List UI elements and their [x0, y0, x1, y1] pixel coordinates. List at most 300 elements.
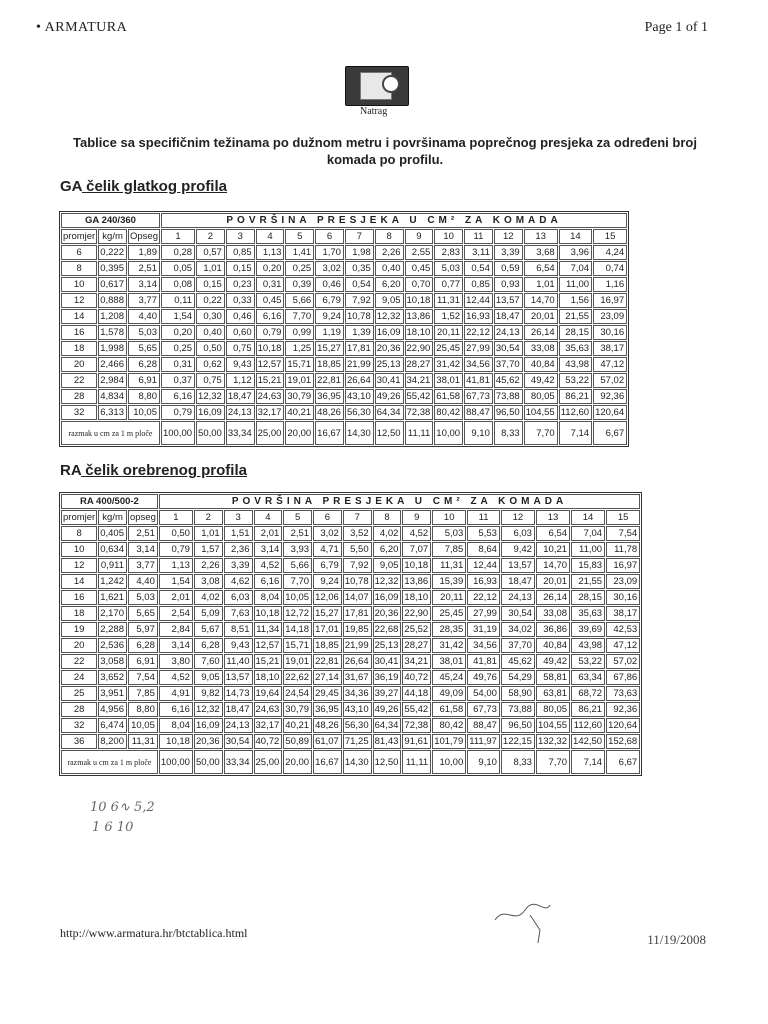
table-cell: 10,18 — [159, 734, 193, 749]
table-cell: 0,79 — [161, 405, 195, 420]
table-cell: 19 — [61, 622, 97, 637]
table-cell: 30,41 — [373, 654, 402, 669]
column-header: 11 — [464, 229, 493, 244]
table-cell: 7,92 — [345, 293, 374, 308]
table-cell: 15,27 — [315, 341, 344, 356]
table-cell: 10,21 — [536, 542, 570, 557]
table-cell: 18,85 — [315, 357, 344, 372]
table-cell: 0,70 — [405, 277, 434, 292]
column-header: 14 — [559, 229, 592, 244]
table-cell: 72,38 — [402, 718, 431, 733]
ra-steel-table — [59, 492, 642, 776]
table-cell: 3,058 — [98, 654, 127, 669]
column-header: 8 — [375, 229, 404, 244]
table-cell: 33,08 — [524, 341, 558, 356]
column-header: 14 — [571, 510, 605, 525]
table-cell: 4,62 — [224, 574, 253, 589]
table-cell: 2,536 — [98, 638, 127, 653]
table-cell: 11,78 — [606, 542, 640, 557]
table-cell: 8,64 — [467, 542, 500, 557]
column-header: Opseg — [129, 231, 158, 242]
table-cell: 61,58 — [434, 389, 463, 404]
table-cell: 24,63 — [256, 389, 285, 404]
table-row — [61, 277, 627, 292]
table-row — [61, 357, 627, 372]
table-cell: 14 — [61, 309, 97, 324]
table-cell: 18 — [61, 606, 97, 621]
table-cell: 7,70 — [283, 574, 312, 589]
table-cell: 28,15 — [559, 325, 592, 340]
table-cell: 20,11 — [434, 325, 463, 340]
table-cell: 49,26 — [373, 702, 402, 717]
table-cell: 10,05 — [128, 718, 158, 733]
table-cell: 34,02 — [501, 622, 535, 637]
table-cell: 92,36 — [606, 702, 640, 717]
table-cell: 6,03 — [224, 590, 253, 605]
table-cell: 7,07 — [402, 542, 431, 557]
table-cell: 12,32 — [194, 702, 223, 717]
table-cell: 14 — [61, 574, 97, 589]
table-cell: 21,55 — [559, 309, 592, 324]
table-cell: 31,67 — [343, 670, 372, 685]
table-cell: 6,16 — [254, 574, 283, 589]
table-cell: 112,60 — [571, 718, 605, 733]
table-row — [61, 718, 640, 733]
table-cell: 22,68 — [373, 622, 402, 637]
footer-cell: 12,50 — [373, 750, 402, 774]
footer-cell: 33,34 — [224, 750, 253, 774]
table-cell: 73,88 — [501, 702, 535, 717]
table-cell: 24,13 — [224, 718, 253, 733]
table-cell: 10,05 — [128, 405, 160, 420]
table-cell: 0,59 — [494, 261, 523, 276]
table-cell: 49,76 — [467, 670, 500, 685]
table-cell: 34,21 — [402, 654, 431, 669]
table-cell: 6 — [61, 245, 97, 260]
table-footer-row — [61, 421, 627, 445]
table-cell: 17,81 — [343, 606, 372, 621]
table-cell: 18,10 — [405, 325, 434, 340]
table-cell: 0,50 — [159, 526, 193, 541]
column-header: promjer — [63, 231, 96, 242]
table-cell: 0,39 — [285, 277, 314, 292]
table-cell: 0,20 — [256, 261, 285, 276]
footer-cell: 20,00 — [283, 750, 312, 774]
table-cell: 49,26 — [375, 389, 404, 404]
table-cell: 22,12 — [464, 325, 493, 340]
table-cell: 40,21 — [285, 405, 314, 420]
column-header: 13 — [524, 229, 558, 244]
table-cell: 11,34 — [254, 622, 283, 637]
table-cell: 0,79 — [159, 542, 193, 557]
table-cell: 39,69 — [571, 622, 605, 637]
intro-text: Tablice sa specifičnim težinama po dužnom metru i površinama poprečnog presjeka za određeni broj komada po profilu. — [73, 135, 697, 167]
table-row — [61, 261, 627, 276]
table-cell: 3,951 — [98, 686, 127, 701]
table-cell: 1,89 — [128, 245, 160, 260]
table-cell: 16,09 — [375, 325, 404, 340]
table-cell: 22,12 — [467, 590, 500, 605]
column-header: 8 — [373, 510, 402, 525]
table-cell: 20 — [61, 638, 97, 653]
table-cell: 42,53 — [606, 622, 640, 637]
footer-cell: 100,00 — [161, 421, 195, 445]
ga-steel-table — [59, 211, 629, 447]
table-cell: 4,40 — [128, 574, 158, 589]
table-cell: 29,45 — [313, 686, 342, 701]
source-url[interactable]: http://www.armatura.hr/btctablica.html — [60, 926, 248, 940]
footer-cell: 25,00 — [256, 421, 285, 445]
table-cell: 10 — [61, 277, 97, 292]
footer-cell: 25,00 — [254, 750, 283, 774]
table-cell: 13,57 — [501, 558, 535, 573]
table-cell: 7,54 — [606, 526, 640, 541]
table-cell: 12,57 — [254, 638, 283, 653]
table-cell: 16,09 — [194, 718, 223, 733]
table-cell: 2,51 — [128, 526, 158, 541]
table-cell: 15,71 — [283, 638, 312, 653]
table-cell: 3,14 — [128, 542, 158, 557]
table-cell: 1,51 — [224, 526, 253, 541]
table-cell: 1,578 — [98, 325, 127, 340]
table-cell: 122,15 — [501, 734, 535, 749]
footer-cell: 33,34 — [226, 421, 255, 445]
table-cell: 12,32 — [373, 574, 402, 589]
footer-cell: 9,10 — [467, 750, 500, 774]
table-cell: 31,19 — [467, 622, 500, 637]
table-cell: 24,13 — [494, 325, 523, 340]
column-header: 12 — [494, 229, 523, 244]
footer-cell: 16,67 — [315, 421, 344, 445]
table-cell: 0,85 — [464, 277, 493, 292]
column-header: kg/m — [98, 510, 127, 525]
table-cell: 63,81 — [536, 686, 570, 701]
table-cell: 56,30 — [343, 718, 372, 733]
table-cell: 24,63 — [254, 702, 283, 717]
table-cell: 47,12 — [593, 357, 627, 372]
table-cell: 15,27 — [313, 606, 342, 621]
table-cell: 30,79 — [285, 389, 314, 404]
back-button-label[interactable]: Natrag — [360, 106, 388, 117]
table-cell: 2,170 — [98, 606, 127, 621]
table-cell: 33,08 — [536, 606, 570, 621]
table-cell: 13,57 — [224, 670, 253, 685]
table-cell: 17,01 — [313, 622, 342, 637]
table-cell: 23,09 — [606, 574, 640, 589]
table-cell: 6,313 — [98, 405, 127, 420]
footer-cell: 7,70 — [536, 750, 570, 774]
table-cell: 1,56 — [559, 293, 592, 308]
table-cell: 12,06 — [313, 590, 342, 605]
table-cell: 39,27 — [373, 686, 402, 701]
footer-cell: 6,67 — [593, 421, 627, 445]
column-header: 5 — [285, 229, 314, 244]
table-cell: 9,05 — [375, 293, 404, 308]
table-cell: 8,51 — [224, 622, 253, 637]
table-cell: 6,28 — [128, 357, 160, 372]
table-cell: 12,72 — [283, 606, 312, 621]
table-cell: 1,54 — [161, 309, 195, 324]
table-cell: 38,01 — [434, 373, 463, 388]
table-cell: 7,04 — [559, 261, 592, 276]
table-cell: 5,67 — [194, 622, 223, 637]
table-cell: 27,14 — [313, 670, 342, 685]
table-cell: 2,84 — [159, 622, 193, 637]
table-cell: 1,01 — [196, 261, 225, 276]
table-cell: 1,41 — [285, 245, 314, 260]
table-row — [61, 702, 640, 717]
table-group-label: RA 400/500-2 — [61, 494, 158, 509]
table-footer-row — [61, 750, 640, 774]
table-cell: 4,52 — [254, 558, 283, 573]
column-header: 13 — [536, 510, 570, 525]
table-cell: 4,71 — [313, 542, 342, 557]
table-cell: 0,634 — [98, 542, 127, 557]
table-row — [61, 325, 627, 340]
column-header: promjer — [63, 512, 96, 523]
table-cell: 25,52 — [402, 622, 431, 637]
table-cell: 152,68 — [606, 734, 640, 749]
table-cell: 12 — [61, 558, 97, 573]
table-cell: 20,01 — [536, 574, 570, 589]
table-cell: 22,90 — [402, 606, 431, 621]
table-cell: 4,02 — [373, 526, 402, 541]
table-cell: 3,11 — [464, 245, 493, 260]
table-cell: 25,13 — [375, 357, 404, 372]
table-cell: 4,834 — [98, 389, 127, 404]
table-cell: 86,21 — [559, 389, 592, 404]
table-cell: 2,51 — [283, 526, 312, 541]
table-cell: 0,911 — [98, 558, 127, 573]
table-row — [61, 341, 627, 356]
table-cell: 3,80 — [159, 654, 193, 669]
back-button[interactable] — [345, 66, 409, 106]
print-date: 11/19/2008 — [647, 932, 706, 947]
table-cell: 14,73 — [224, 686, 253, 701]
table-cell: 23,09 — [593, 309, 627, 324]
table-cell: 28 — [61, 702, 97, 717]
table-cell: 8,04 — [159, 718, 193, 733]
table-row — [61, 734, 640, 749]
table-cell: 10,78 — [343, 574, 372, 589]
table-cell: 18,47 — [494, 309, 523, 324]
table-cell: 40,84 — [536, 638, 570, 653]
table-cell: 36 — [61, 734, 97, 749]
table-cell: 4,52 — [159, 670, 193, 685]
table-cell: 80,42 — [434, 405, 463, 420]
table-cell: 15,39 — [432, 574, 466, 589]
table-cell: 37,70 — [494, 357, 523, 372]
table-cell: 7,60 — [194, 654, 223, 669]
table-cell: 1,39 — [345, 325, 374, 340]
table-cell: 6,03 — [501, 526, 535, 541]
table-cell: 28,15 — [571, 590, 605, 605]
table-cell: 72,38 — [405, 405, 434, 420]
table-cell: 0,54 — [345, 277, 374, 292]
table-cell: 111,97 — [467, 734, 500, 749]
page-indicator: Page 1 of 1 — [644, 20, 708, 35]
table-cell: 31,42 — [434, 357, 463, 372]
table-row — [61, 622, 640, 637]
column-header: 9 — [405, 229, 434, 244]
table-cell: 1,13 — [256, 245, 285, 260]
table-cell: 54,29 — [501, 670, 535, 685]
table-cell: 58,90 — [501, 686, 535, 701]
table-cell: 3,52 — [343, 526, 372, 541]
table-cell: 22 — [61, 373, 97, 388]
table-cell: 16 — [61, 590, 97, 605]
table-cell: 4,956 — [98, 702, 127, 717]
column-header: 11 — [467, 510, 500, 525]
table-cell: 12,32 — [196, 389, 225, 404]
table-cell: 11,40 — [224, 654, 253, 669]
table-row — [61, 574, 640, 589]
table-cell: 0,75 — [196, 373, 225, 388]
table-cell: 10,05 — [283, 590, 312, 605]
table-cell: 1,621 — [98, 590, 127, 605]
table-cell: 22 — [61, 654, 97, 669]
table-cell: 49,42 — [524, 373, 558, 388]
table-cell: 3,02 — [313, 526, 342, 541]
table-cell: 0,25 — [161, 341, 195, 356]
table-cell: 0,23 — [226, 277, 255, 292]
table-cell: 0,77 — [434, 277, 463, 292]
table-cell: 11,00 — [571, 542, 605, 557]
table-cell: 30,41 — [375, 373, 404, 388]
table-cell: 104,55 — [536, 718, 570, 733]
table-cell: 3,96 — [559, 245, 592, 260]
table-cell: 5,03 — [128, 590, 158, 605]
table-cell: 0,57 — [196, 245, 225, 260]
table-cell: 13,57 — [494, 293, 523, 308]
column-header: 7 — [345, 229, 374, 244]
table-cell: 18,10 — [254, 670, 283, 685]
table-cell: 3,39 — [224, 558, 253, 573]
table-cell: 28,27 — [405, 357, 434, 372]
footer-cell: 8,33 — [501, 750, 535, 774]
table-cell: 27,99 — [467, 606, 500, 621]
table-cell: 7,92 — [343, 558, 372, 573]
table-cell: 88,47 — [464, 405, 493, 420]
table-cell: 61,58 — [432, 702, 466, 717]
table-cell: 0,45 — [405, 261, 434, 276]
table-cell: 32 — [61, 405, 97, 420]
table-cell: 0,20 — [161, 325, 195, 340]
table-cell: 73,63 — [606, 686, 640, 701]
table-cell: 3,68 — [524, 245, 558, 260]
table-cell: 1,70 — [315, 245, 344, 260]
footer-cell: 100,00 — [159, 750, 193, 774]
table-cell: 13,86 — [402, 574, 431, 589]
table-cell: 32,17 — [254, 718, 283, 733]
column-header: 15 — [606, 510, 640, 525]
table-cell: 0,395 — [98, 261, 127, 276]
footer-cell: 7,14 — [571, 750, 605, 774]
table-cell: 0,33 — [226, 293, 255, 308]
table-cell: 48,26 — [315, 405, 344, 420]
table-cell: 3,14 — [159, 638, 193, 653]
column-header: 3 — [224, 510, 253, 525]
table-cell: 26,14 — [536, 590, 570, 605]
column-header: 2 — [196, 229, 225, 244]
table-cell: 10,18 — [254, 606, 283, 621]
table-cell: 73,88 — [494, 389, 523, 404]
table-cell: 19,64 — [254, 686, 283, 701]
column-header: 5 — [283, 510, 312, 525]
table-cell: 1,998 — [98, 341, 127, 356]
table-cell: 7,85 — [432, 542, 466, 557]
table-cell: 10,18 — [402, 558, 431, 573]
table-cell: 0,85 — [226, 245, 255, 260]
table-cell: 6,91 — [128, 373, 160, 388]
column-header: kg/m — [98, 229, 127, 244]
table-cell: 28 — [61, 389, 97, 404]
table-cell: 86,21 — [571, 702, 605, 717]
table-cell: 2,01 — [159, 590, 193, 605]
table-cell: 16 — [61, 325, 97, 340]
table-cell: 0,11 — [161, 293, 195, 308]
column-header: 2 — [194, 510, 223, 525]
footer-cell: 12,50 — [375, 421, 404, 445]
table-cell: 45,24 — [432, 670, 466, 685]
table-cell: 15,21 — [256, 373, 285, 388]
table-cell: 7,04 — [571, 526, 605, 541]
table-row — [61, 526, 640, 541]
table-cell: 81,43 — [373, 734, 402, 749]
table-cell: 2,984 — [98, 373, 127, 388]
table-cell: 5,50 — [343, 542, 372, 557]
table-cell: 1,12 — [226, 373, 255, 388]
table-cell: 36,86 — [536, 622, 570, 637]
table-cell: 67,73 — [464, 389, 493, 404]
footer-label: razmak u cm za 1 m ploče — [61, 421, 160, 445]
footer-cell: 11,11 — [405, 421, 434, 445]
table-cell: 0,31 — [161, 357, 195, 372]
table-cell: 26,64 — [343, 654, 372, 669]
table-cell: 18,47 — [224, 702, 253, 717]
table-cell: 80,42 — [432, 718, 466, 733]
table-cell: 11,00 — [559, 277, 592, 292]
table-cell: 1,208 — [98, 309, 127, 324]
table-cell: 1,01 — [524, 277, 558, 292]
column-header: 15 — [593, 229, 627, 244]
table-cell: 53,22 — [571, 654, 605, 669]
table-cell: 0,50 — [196, 341, 225, 356]
table-cell: 2,51 — [128, 261, 160, 276]
table-cell: 1,242 — [98, 574, 127, 589]
table-cell: 1,19 — [315, 325, 344, 340]
table-cell: 8,80 — [128, 389, 160, 404]
table-cell: 36,19 — [373, 670, 402, 685]
table-cell: 1,57 — [194, 542, 223, 557]
table-cell: 10 — [61, 542, 97, 557]
table-cell: 9,24 — [315, 309, 344, 324]
table-cell: 34,56 — [467, 638, 500, 653]
table-cell: 25,45 — [434, 341, 463, 356]
table-cell: 9,43 — [226, 357, 255, 372]
table-cell: 21,55 — [571, 574, 605, 589]
table-cell: 15,71 — [285, 357, 314, 372]
table-cell: 43,10 — [345, 389, 374, 404]
table-cell: 4,52 — [402, 526, 431, 541]
table-cell: 120,64 — [593, 405, 627, 420]
table-cell: 32,17 — [256, 405, 285, 420]
table-cell: 24 — [61, 670, 97, 685]
table-cell: 0,31 — [256, 277, 285, 292]
table-cell: 5,53 — [467, 526, 500, 541]
table-cell: 40,72 — [254, 734, 283, 749]
table-cell: 16,97 — [606, 558, 640, 573]
